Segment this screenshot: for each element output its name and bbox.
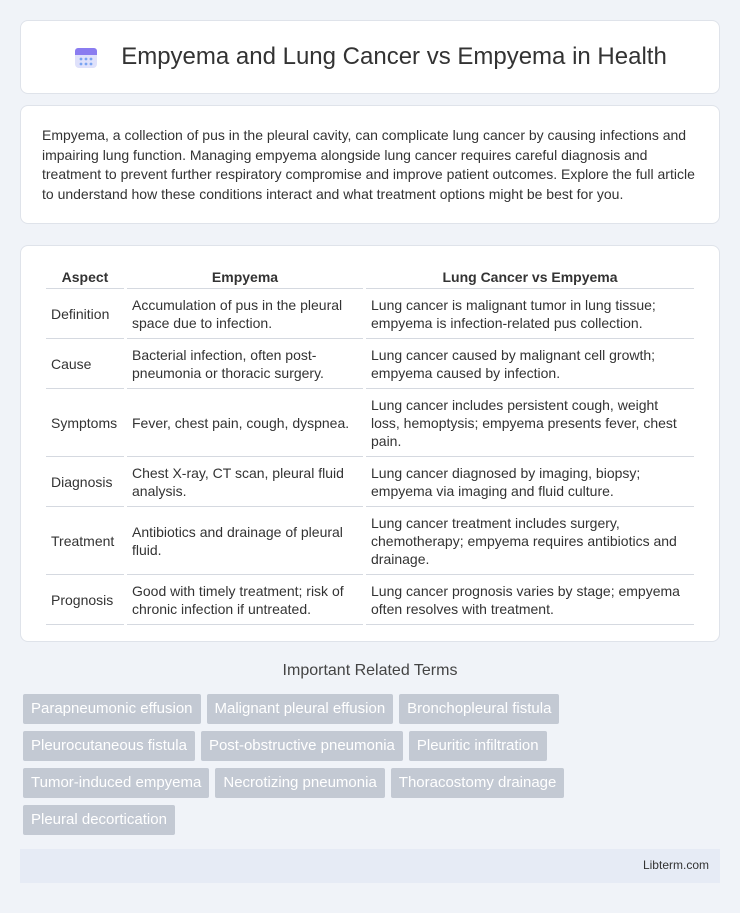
related-term-tag[interactable]: Pleuritic infiltration (409, 731, 547, 761)
cell-aspect: Prognosis (46, 575, 124, 625)
related-term-tag[interactable]: Necrotizing pneumonia (215, 768, 384, 798)
footer (20, 849, 720, 883)
table-row (46, 289, 694, 339)
intro-text: Empyema, a collection of pus in the pleural cavity, can complicate lung cancer by causing infections and impairing lung function. Managing empyema alongside lung cancer requires careful diagnosis and treatment to prevent further respiratory compromise and improve patient outcomes. Explore the full article to understand how these conditions interact and what treatment options might be best for you. (42, 127, 695, 202)
cell-empyema: Chest X-ray, CT scan, pleural fluid analysis. (127, 457, 363, 507)
table-row (46, 507, 694, 575)
header-empyema: Empyema (127, 264, 363, 289)
cell-aspect: Symptoms (46, 389, 124, 457)
table-row (46, 457, 694, 507)
related-term-tag[interactable]: Pleural decortication (23, 805, 175, 835)
cell-comparison: Lung cancer caused by malignant cell growth; empyema caused by infection. (366, 339, 694, 389)
comparison-table-card (20, 245, 720, 642)
cell-comparison: Lung cancer prognosis varies by stage; empyema often resolves with treatment. (366, 575, 694, 625)
table-row (46, 575, 694, 625)
related-terms-title: Important Related Terms (282, 662, 458, 679)
comparison-table (43, 264, 697, 625)
cell-comparison: Lung cancer is malignant tumor in lung tissue; empyema is infection-related pus collection. (366, 289, 694, 339)
related-term-tag[interactable]: Tumor-induced empyema (23, 768, 209, 798)
table-header-row (46, 264, 694, 289)
header-aspect: Aspect (46, 264, 124, 289)
table-row (46, 389, 694, 457)
related-term-tag[interactable]: Post-obstructive pneumonia (201, 731, 403, 761)
cell-empyema: Bacterial infection, often post-pneumonia or thoracic surgery. (127, 339, 363, 389)
page-title: Empyema and Lung Cancer vs Empyema in Health (121, 43, 667, 70)
cell-empyema: Accumulation of pus in the pleural space due to infection. (127, 289, 363, 339)
cell-empyema: Fever, chest pain, cough, dyspnea. (127, 389, 363, 457)
cell-aspect: Treatment (46, 507, 124, 575)
related-term-tag[interactable]: Bronchopleural fistula (399, 694, 559, 724)
cell-aspect: Cause (46, 339, 124, 389)
cell-comparison: Lung cancer includes persistent cough, weight loss, hemoptysis; empyema presents fever, chest pain. (366, 389, 694, 457)
footer-brand-link[interactable]: Libterm.com (642, 858, 709, 872)
cell-empyema: Antibiotics and drainage of pleural fluid. (127, 507, 363, 575)
page-header (20, 20, 720, 94)
header-comparison: Lung Cancer vs Empyema (366, 264, 694, 289)
cell-aspect: Diagnosis (46, 457, 124, 507)
table-row (46, 339, 694, 389)
cell-comparison: Lung cancer treatment includes surgery, chemotherapy; empyema requires antibiotics and drainage. (366, 507, 694, 575)
related-term-tag[interactable]: Pleurocutaneous fistula (23, 731, 195, 761)
related-term-tag[interactable]: Thoracostomy drainage (391, 768, 565, 798)
cell-comparison: Lung cancer diagnosed by imaging, biopsy; empyema via imaging and fluid culture. (366, 457, 694, 507)
related-term-tag[interactable]: Malignant pleural effusion (207, 694, 394, 724)
related-term-tag[interactable]: Parapneumonic effusion (23, 694, 201, 724)
intro-card (20, 105, 720, 224)
cell-aspect: Definition (46, 289, 124, 339)
cell-empyema: Good with timely treatment; risk of chronic infection if untreated. (127, 575, 363, 625)
related-terms-list (23, 694, 723, 842)
calendar-icon (73, 44, 99, 70)
